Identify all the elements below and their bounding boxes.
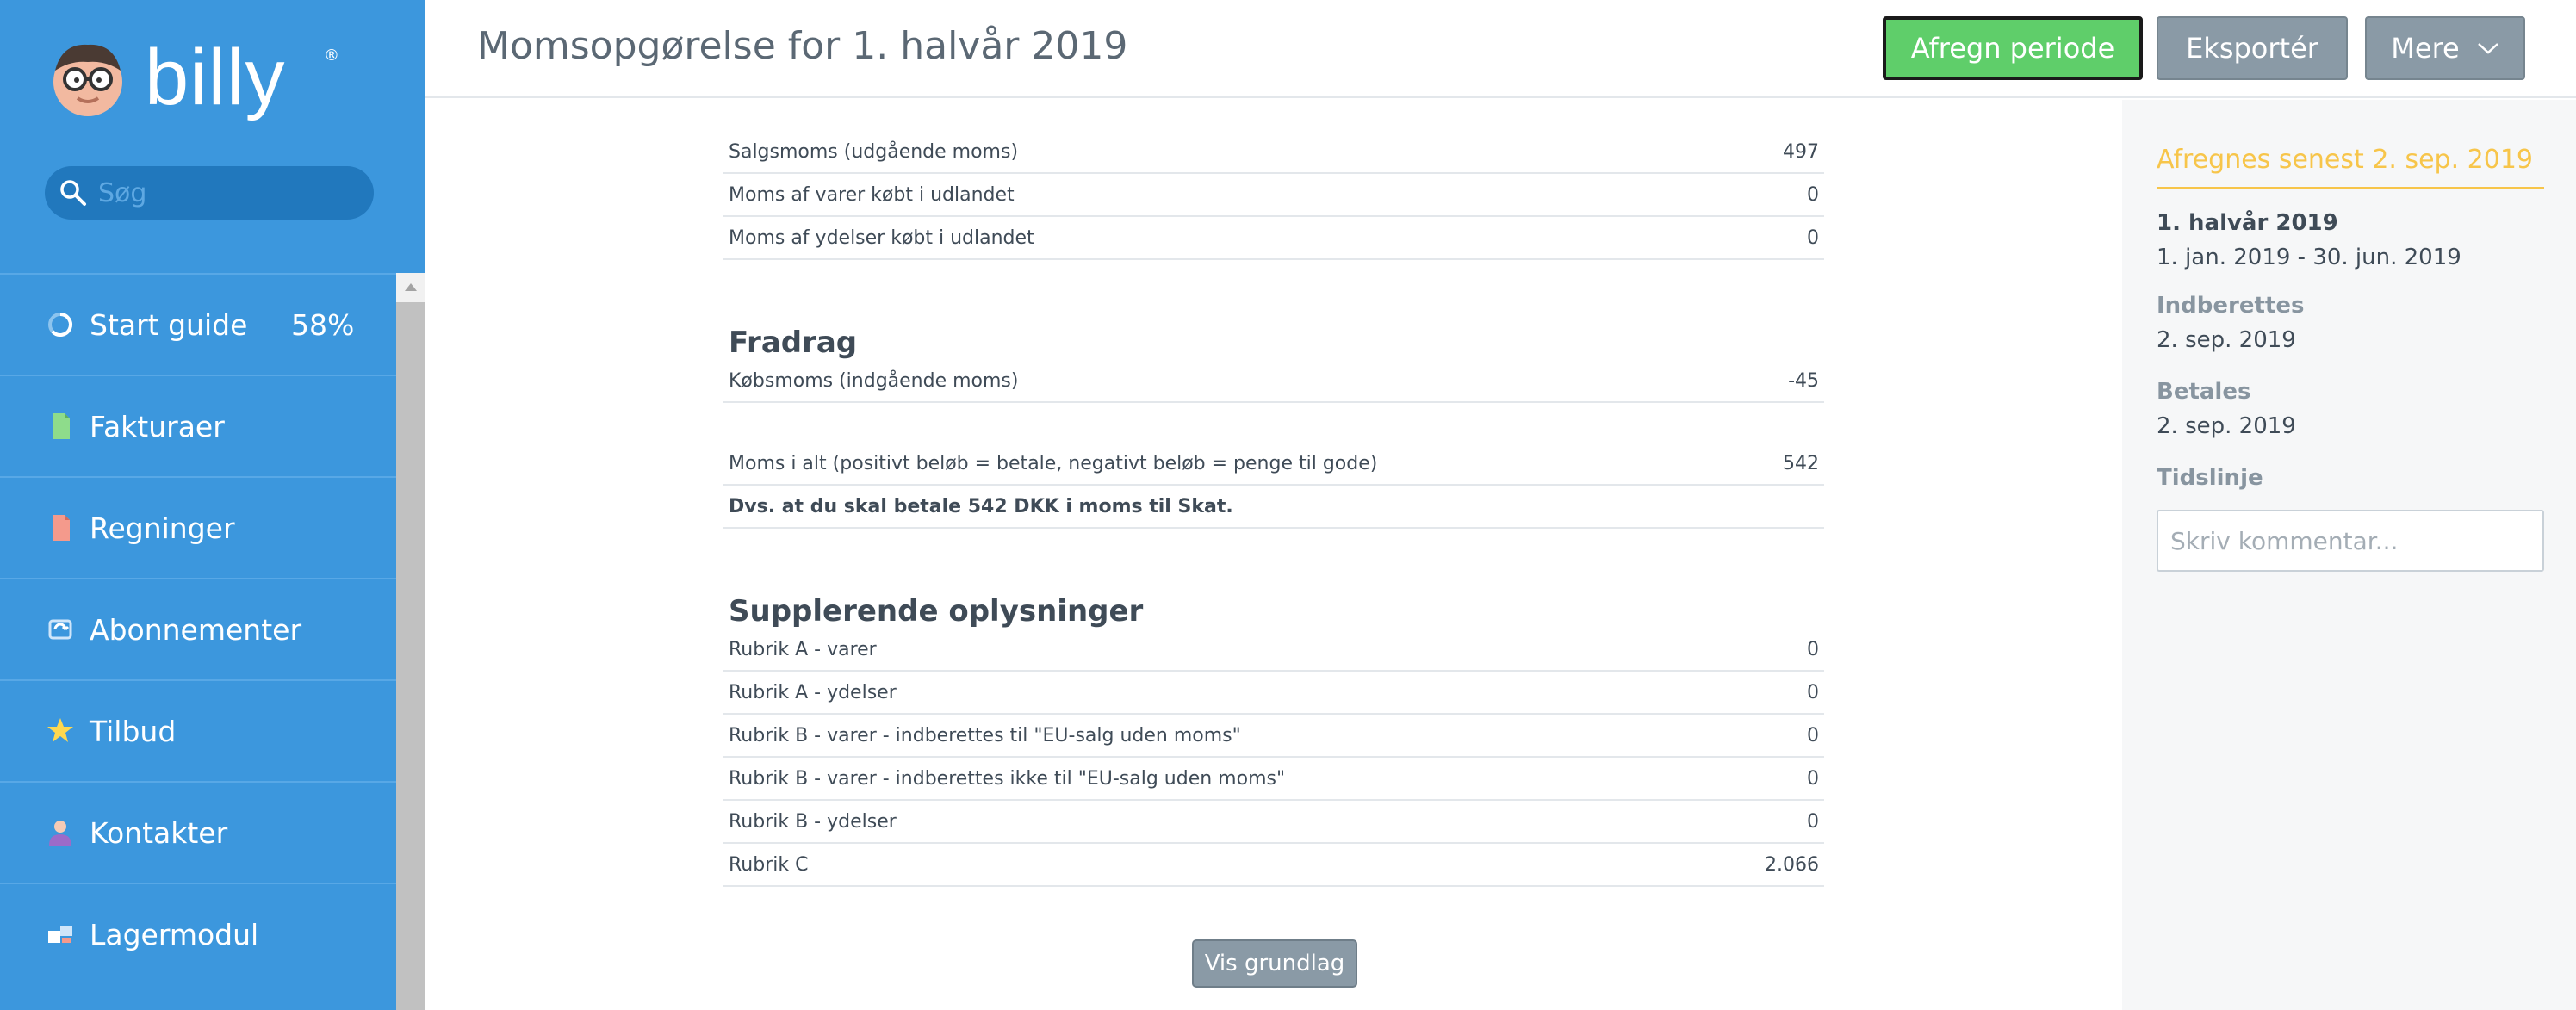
pay-label: Betales [2157,379,2251,405]
page-title: Momsopgørelse for 1. halvår 2019 [477,24,1128,68]
table-row [723,801,1824,844]
table-row [723,758,1824,801]
nav-item-fakturaer[interactable] [0,375,396,476]
star-icon [45,716,76,747]
row-label: Rubrik A - ydelser [729,681,897,703]
export-button[interactable]: Eksportér [2157,16,2348,80]
nav-item-regninger[interactable] [0,476,396,578]
row-value: 0 [1807,681,1819,703]
settlement-deadline: Afregnes senest 2. sep. 2019 [2157,145,2544,189]
table-row [723,672,1824,715]
row-value: 0 [1807,183,1819,206]
row-value: 0 [1807,767,1819,790]
nav-label: Kontakter [90,815,228,850]
row-label: Salgsmoms (udgående moms) [729,140,1019,163]
brand-registered-mark: ® [324,46,339,65]
nav-item-start-guide[interactable] [0,273,396,375]
settle-period-button[interactable]: Afregn periode [1883,16,2143,80]
row-value: 497 [1783,140,1819,163]
nav-label: Fakturaer [90,409,225,443]
pay-date: 2. sep. 2019 [2157,413,2296,439]
sidebar [0,0,425,1010]
row-value: 0 [1807,810,1819,833]
nav-label: Regninger [90,511,235,545]
table-row [723,443,1824,486]
nav-label: Lagermodul [90,917,259,951]
nav-item-lagermodul[interactable] [0,883,396,984]
timeline-label: Tidslinje [2157,465,2263,491]
nav-label: Abonnementer [90,612,302,647]
nav-item-tilbud[interactable] [0,679,396,781]
row-value: 0 [1807,226,1819,249]
sidebar-scrollbar[interactable] [396,273,425,1010]
row-value: 0 [1807,724,1819,747]
row-label: Rubrik B - ydelser [729,810,897,833]
table-row [723,217,1824,260]
period-title: 1. halvår 2019 [2157,210,2338,236]
period-info [2157,210,2553,270]
payment-info [2157,379,2553,439]
comment-input[interactable] [2157,510,2544,572]
progress-percentage: 58% [291,307,355,342]
table-row [723,629,1824,672]
show-basis-button[interactable]: Vis grundlag [1192,939,1357,988]
chevron-down-icon [2477,41,2499,55]
scroll-up-arrow-icon[interactable] [396,273,425,302]
search-box [45,166,374,220]
section-title-supplementary: Supplerende oplysninger [729,594,1144,629]
row-label: Moms af varer købt i udlandet [729,183,1015,206]
period-info-panel [2122,100,2576,1010]
billy-logo[interactable] [45,34,339,129]
nav-label: Tilbud [90,714,177,748]
report-label: Indberettes [2157,293,2305,319]
table-row [723,131,1824,174]
page-header [425,0,2576,98]
bill-icon [45,512,76,543]
row-value: 2.066 [1765,853,1819,876]
timeline-info [2157,465,2553,499]
table-row [723,715,1824,758]
report-info [2157,293,2553,353]
subscription-icon [45,614,76,645]
nav-item-kontakter[interactable] [0,781,396,883]
invoice-icon [45,411,76,442]
row-value: -45 [1788,369,1819,392]
section-title-deductions: Fradrag [729,325,858,360]
period-range: 1. jan. 2019 - 30. jun. 2019 [2157,245,2461,270]
vat-report [723,131,1824,887]
search-input[interactable] [98,166,357,220]
inventory-icon [45,919,76,950]
table-row [723,486,1824,529]
brand-name: billy [145,34,286,121]
progress-ring-icon [45,309,76,340]
row-label: Købsmoms (indgående moms) [729,369,1019,392]
row-label: Rubrik B - varer - indberettes ikke til "EU-salg uden moms" [729,767,1286,790]
report-date: 2. sep. 2019 [2157,327,2296,353]
table-row [723,360,1824,403]
more-dropdown-button[interactable] [2365,16,2525,80]
vat-report-content [425,100,2122,1010]
nav-item-abonnementer[interactable] [0,578,396,679]
table-row [723,174,1824,217]
row-label: Moms af ydelser købt i udlandet [729,226,1034,249]
contact-icon [45,817,76,848]
row-label: Dvs. at du skal betale 542 DKK i moms til Skat. [729,495,1233,517]
table-row [723,844,1824,887]
row-value: 542 [1783,452,1819,474]
row-value: 0 [1807,638,1819,660]
row-label: Rubrik B - varer - indberettes til "EU-salg uden moms" [729,724,1241,747]
billy-face-icon [45,34,131,121]
nav-label: Start guide [90,307,248,342]
row-label: Rubrik A - varer [729,638,877,660]
row-label: Rubrik C [729,853,809,876]
row-label: Moms i alt (positivt beløb = betale, negativt beløb = penge til gode) [729,452,1378,474]
more-label: Mere [2391,32,2460,65]
search-icon [59,178,88,208]
main-nav [0,273,396,984]
